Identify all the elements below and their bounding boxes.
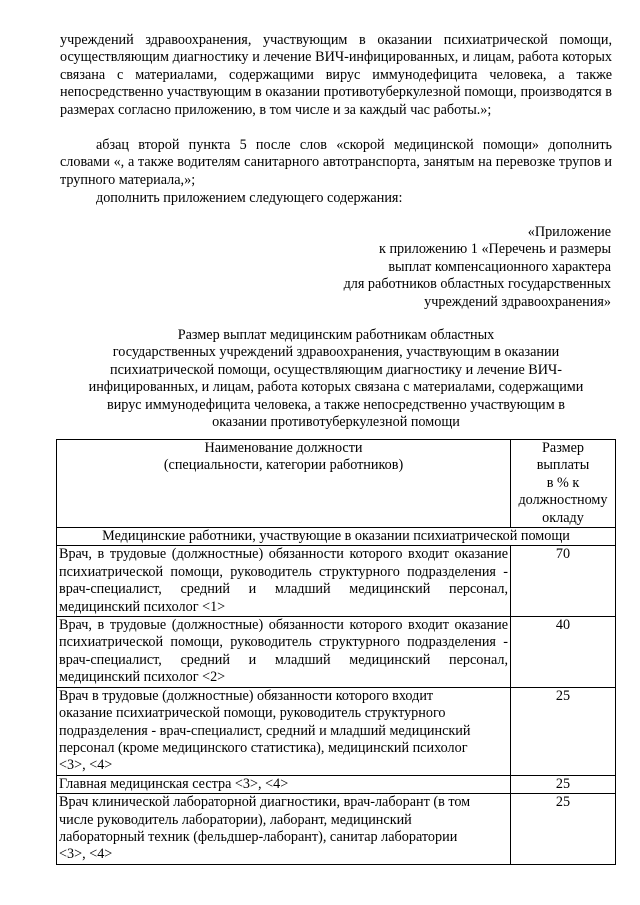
header-name-line: Наименование должности	[204, 440, 363, 456]
row-position: Врач клинической лабораторной диагностики, врач-лаборант (в том числе руководитель лаборатории), лаборант, медицинский лабораторный техник (фельдшер-лаборант), санитар лаборатории <3>, <4>	[57, 794, 511, 865]
row-position: Врач, в трудовые (должностные) обязанности которого входит оказание психиатрической помощи, руководитель структурного подразделения - врач-специалист, средний и младший медицинский персонал, медицинский психолог <2>	[57, 617, 511, 688]
header-value-line: в % к	[546, 474, 580, 491]
row-value: 40	[511, 617, 616, 688]
paragraph-2: абзац второй пункта 5 после слов «скорой медицинской помощи» дополнить словами «, а также водителям санитарного автотранспорта, занятым на перевозке трупов и трупного материала,»;	[60, 137, 612, 188]
row-position: Врач, в трудовые (должностные) обязанности которого входит оказание психиатрической помощи, руководитель структурного подразделения - врач-специалист, средний и младший медицинский персонал, медицинский психолог <1>	[57, 546, 511, 617]
header-position-name	[57, 440, 511, 528]
row-position: Главная медицинская сестра <3>, <4>	[57, 775, 511, 793]
title-line: Размер выплат медицинским работникам областных	[177, 327, 495, 343]
appendix-line: к приложению 1 «Перечень и размеры	[379, 241, 611, 258]
header-name-line: (специальности, категории работников)	[163, 457, 404, 474]
appendix-line: учреждений здравоохранения»	[424, 293, 611, 310]
title-line: государственных учреждений здравоохранения, участвующим в оказании	[112, 344, 560, 361]
row-value: 70	[511, 546, 616, 617]
table-row	[57, 794, 616, 865]
row-value: 25	[511, 775, 616, 793]
header-value-line: Размер	[542, 440, 584, 456]
paragraph-3: дополнить приложением следующего содержания:	[96, 190, 403, 206]
header-value-line: выплаты	[536, 457, 590, 474]
row-value: 25	[511, 794, 616, 865]
row-value: 25	[511, 687, 616, 775]
table-row	[57, 546, 616, 617]
row-position: Врач в трудовые (должностные) обязанности которого входит оказание психиатрической помощи, руководитель структурного подразделения - врач-специалист, средний и младший медицинский персонал (кроме медицинского статистика), медицинский психолог <3>, <4>	[57, 687, 511, 775]
title-line: вирус иммунодефицита человека, а также непосредственно участвующим в	[107, 396, 565, 413]
appendix-line: «Приложение	[527, 224, 611, 240]
header-value-line: должностному	[518, 492, 608, 509]
header-payment-size	[511, 440, 616, 528]
header-value-line: окладу	[542, 509, 584, 526]
appendix-heading	[344, 224, 611, 311]
table-title	[60, 327, 612, 431]
title-line: инфицированных, и лицам, работа которых связана с материалами, содержащими	[88, 379, 584, 396]
paragraph-1: учреждений здравоохранения, участвующим в оказании психиатрической помощи, осуществляющим диагностику и лечение ВИЧ-инфицированных, и лицам, работа которых связана с материалами, содержащими вирус иммунодефицита человека, а также непосредственно участвующим в оказании противотуберкулезной помощи, производятся в размерах согласно приложению, в том числе и за каждый час работы.»;	[60, 32, 612, 118]
title-line: оказании противотуберкулезной помощи	[212, 414, 460, 431]
table-header-row	[57, 440, 616, 528]
payments-table	[56, 439, 616, 865]
title-line: психиатрической помощи, осуществляющим диагностику и лечение ВИЧ-	[110, 361, 562, 378]
table-section-row	[57, 528, 616, 546]
appendix-line: для работников областных государственных	[343, 276, 611, 293]
section-heading: Медицинские работники, участвующие в оказании психиатрической помощи	[57, 528, 616, 546]
table-row	[57, 775, 616, 793]
table-row	[57, 687, 616, 775]
appendix-line: выплат компенсационного характера	[388, 258, 611, 275]
table-row	[57, 617, 616, 688]
